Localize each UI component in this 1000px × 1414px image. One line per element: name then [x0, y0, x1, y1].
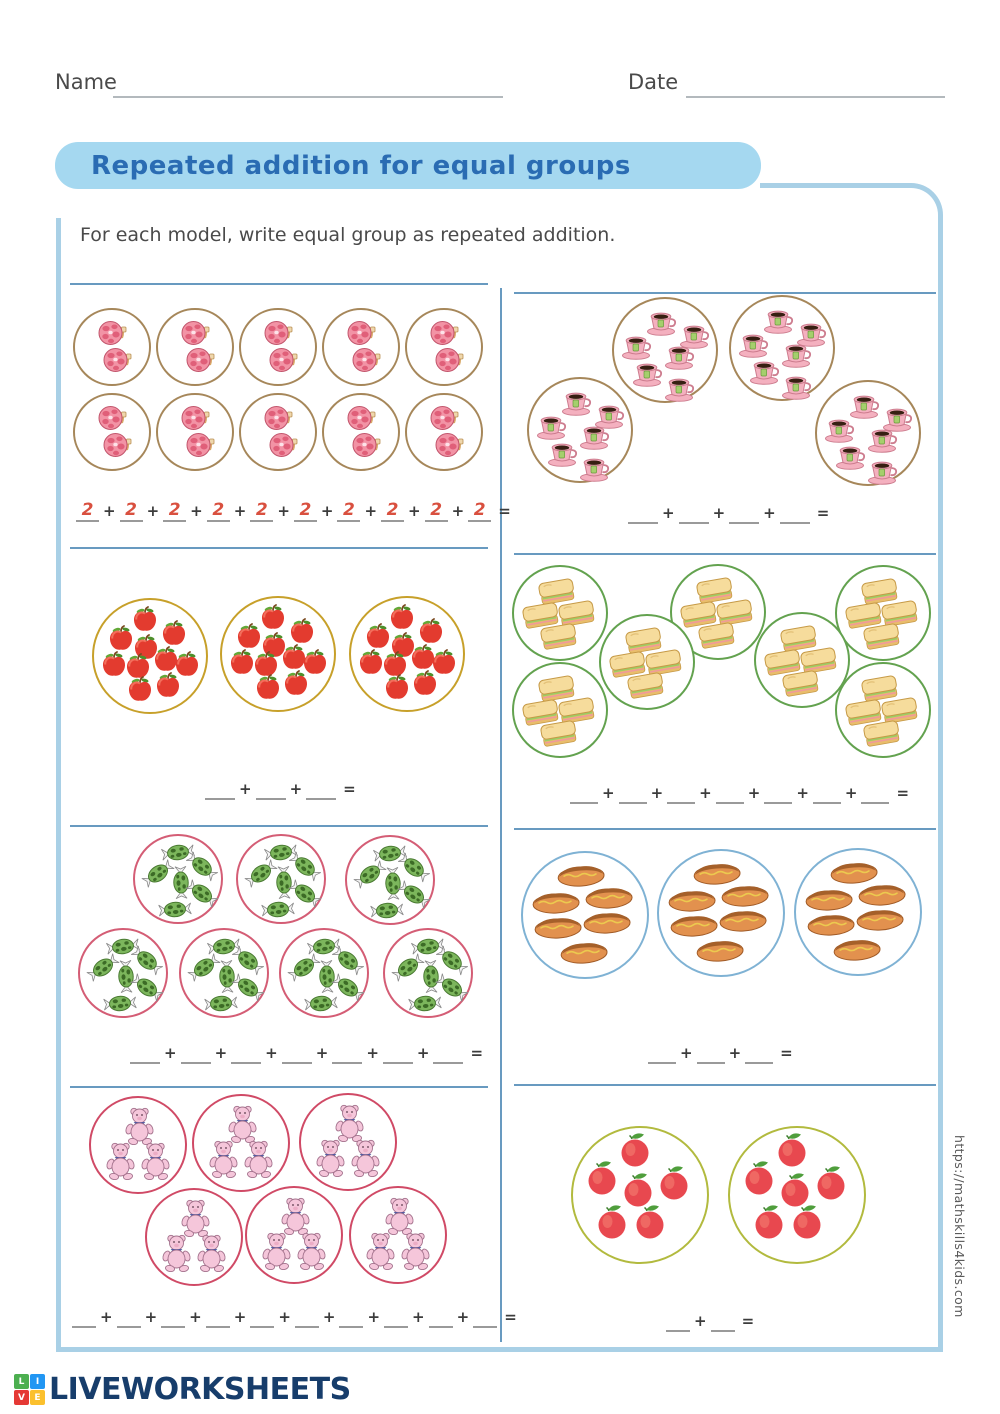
teacup-icon: [747, 353, 783, 385]
plus-sign: +: [763, 504, 776, 522]
candy-icon: [201, 993, 240, 1015]
plus-sign: +: [712, 504, 726, 522]
sandwich-icon: [538, 719, 580, 751]
answer-blank[interactable]: [231, 1042, 261, 1064]
answer-blank[interactable]: [295, 1306, 319, 1328]
group-circle: [835, 565, 931, 661]
teddy-icon: [240, 1138, 278, 1178]
date-label: Date: [628, 70, 679, 94]
name-label: Name: [55, 70, 117, 94]
equals-sign: =: [470, 1044, 484, 1062]
teddy-icon: [137, 1140, 175, 1180]
candy-icon: [367, 900, 406, 922]
row-divider: [70, 547, 488, 549]
answer-blank[interactable]: [256, 778, 286, 800]
instruction-text: For each model, write equal group as repeated addition.: [80, 224, 616, 246]
answer-blank[interactable]: 2: [381, 500, 404, 522]
plus-sign: +: [315, 1044, 329, 1062]
plus-sign: +: [103, 502, 116, 520]
plus-sign: +: [320, 502, 334, 520]
teddy-icon: [293, 1230, 331, 1270]
sandwich-icon: [696, 621, 738, 653]
plus-sign: +: [408, 502, 421, 520]
logo-text: LIVEWORKSHEETS: [49, 1372, 351, 1407]
logo-tile: V: [14, 1390, 29, 1405]
plus-sign: +: [144, 1308, 158, 1326]
ham-icon: [267, 344, 299, 376]
plus-sign: +: [796, 784, 809, 802]
column-divider: [500, 288, 502, 1342]
answer-blank[interactable]: [628, 502, 658, 524]
answer-blank[interactable]: [339, 1306, 363, 1328]
plus-sign: +: [728, 1044, 742, 1062]
answer-row-teddies: [72, 1306, 521, 1328]
teddy-icon: [193, 1232, 231, 1272]
logo-tiles: [14, 1374, 45, 1405]
row-divider: [70, 1086, 488, 1088]
group-circle: [299, 1093, 397, 1191]
plus-sign: +: [265, 1044, 278, 1062]
teacup-icon: [662, 370, 698, 402]
answer-blank[interactable]: [679, 502, 709, 524]
teddy-icon: [347, 1137, 385, 1177]
hotdog-icon: [831, 934, 885, 964]
group-circle: [156, 393, 234, 471]
plus-sign: +: [844, 784, 858, 802]
group-circle: [612, 297, 718, 403]
plus-sign: +: [233, 1308, 247, 1326]
apple-icon: [125, 675, 155, 705]
equals-sign: =: [504, 1308, 517, 1326]
plus-sign: +: [146, 502, 160, 520]
hotdog-icon: [694, 935, 748, 965]
hotdog-icon: [803, 884, 856, 913]
answer-blank[interactable]: 2: [468, 500, 491, 522]
answer-blank[interactable]: [306, 778, 336, 800]
answer-blank[interactable]: [181, 1042, 211, 1064]
group-circle: [599, 614, 695, 710]
answer-blank[interactable]: 2: [425, 500, 448, 522]
group-circle: [322, 308, 400, 386]
candy-icon: [155, 899, 194, 921]
row-divider: [514, 553, 936, 555]
equals-sign: =: [741, 1312, 755, 1330]
group-circle: [220, 596, 336, 712]
peach-icon: [789, 1203, 825, 1241]
hotdog-icon: [854, 905, 907, 934]
group-circle: [192, 1094, 290, 1192]
sandwich-icon: [538, 622, 580, 654]
answer-blank[interactable]: [250, 1306, 274, 1328]
group-circle: [236, 834, 326, 924]
apple-icon: [416, 617, 446, 647]
hotdog-icon: [667, 911, 720, 940]
plus-sign: +: [662, 504, 675, 522]
hotdog-icon: [530, 887, 583, 916]
teacup-icon: [662, 338, 698, 370]
hotdog-icon: [855, 879, 908, 908]
answer-blank[interactable]: [666, 1310, 690, 1332]
group-circle: [521, 851, 649, 979]
group-circle: [322, 393, 400, 471]
equals-sign: =: [498, 502, 511, 520]
content-frame: [56, 218, 61, 1352]
hotdog-icon: [718, 880, 771, 909]
hotdog-icon: [717, 906, 770, 935]
group-circle: [571, 1126, 709, 1264]
answer-blank[interactable]: [697, 1042, 725, 1064]
answer-blank[interactable]: 2: [120, 500, 143, 522]
group-circle: [349, 596, 465, 712]
answer-blank[interactable]: [764, 782, 792, 804]
peach-icon: [584, 1159, 620, 1197]
group-circle: [405, 308, 483, 386]
answer-blank[interactable]: [711, 1310, 735, 1332]
group-circle: [835, 662, 931, 758]
group-circle: [405, 393, 483, 471]
answer-blank[interactable]: [780, 502, 810, 524]
plus-sign: +: [456, 1308, 470, 1326]
teddy-icon: [258, 1230, 296, 1270]
apple-icon: [410, 669, 440, 699]
plus-sign: +: [164, 1044, 177, 1062]
plus-sign: +: [289, 780, 303, 798]
teacup-icon: [833, 438, 869, 470]
logo-tile: L: [14, 1374, 29, 1389]
answer-blank[interactable]: 2: [207, 500, 230, 522]
plus-sign: +: [239, 780, 252, 798]
candy-icon: [258, 899, 297, 921]
teacup-icon: [779, 336, 815, 368]
answer-blank[interactable]: [433, 1042, 463, 1064]
plus-sign: +: [364, 502, 378, 520]
plus-sign: +: [412, 1308, 425, 1326]
sandwich-icon: [861, 622, 903, 654]
plus-sign: +: [277, 502, 290, 520]
candy-icon: [301, 993, 340, 1015]
ham-icon: [101, 429, 133, 461]
logo-tile: I: [30, 1374, 45, 1389]
sandwich-icon: [625, 671, 667, 703]
row-divider: [514, 292, 936, 294]
apple-icon: [287, 617, 317, 647]
answer-blank[interactable]: 2: [76, 500, 99, 522]
ham-icon: [184, 429, 216, 461]
plus-sign: +: [189, 1308, 202, 1326]
teacup-icon: [630, 355, 666, 387]
group-circle: [245, 1186, 343, 1284]
group-circle: [279, 928, 369, 1018]
group-circle: [239, 393, 317, 471]
group-circle: [754, 612, 850, 708]
hotdog-icon: [531, 913, 584, 942]
ham-icon: [184, 344, 216, 376]
group-circle: [345, 835, 435, 925]
equals-sign: =: [816, 504, 830, 522]
ham-icon: [433, 344, 465, 376]
group-circle: [512, 662, 608, 758]
peach-icon: [594, 1203, 630, 1241]
plus-sign: +: [602, 784, 615, 802]
content-frame: [56, 1347, 943, 1352]
answer-row-hotdogs: [648, 1042, 797, 1064]
plus-sign: +: [680, 1044, 693, 1062]
apple-icon: [382, 673, 412, 703]
group-circle: [657, 849, 785, 977]
answer-blank[interactable]: [570, 782, 598, 804]
answer-blank[interactable]: [72, 1306, 96, 1328]
answer-blank[interactable]: [619, 782, 647, 804]
answer-row-peaches: [666, 1310, 758, 1332]
sandwich-icon: [780, 669, 822, 701]
answer-blank[interactable]: [813, 782, 841, 804]
teddy-icon: [205, 1138, 243, 1178]
liveworksheets-logo: [14, 1372, 351, 1407]
sandwich-icon: [861, 719, 903, 751]
plus-sign: +: [699, 784, 712, 802]
answer-blank[interactable]: [667, 782, 695, 804]
answer-row-teacups: [628, 502, 833, 524]
answer-blank[interactable]: [205, 778, 235, 800]
plus-sign: +: [650, 784, 664, 802]
side-url: https://mathskills4kids.com: [952, 1135, 967, 1318]
plus-sign: +: [100, 1308, 113, 1326]
teddy-icon: [397, 1230, 435, 1270]
hotdog-icon: [558, 937, 612, 967]
answer-blank[interactable]: [861, 782, 889, 804]
peach-icon: [813, 1164, 849, 1202]
row-divider: [514, 1084, 936, 1086]
answer-blank[interactable]: [745, 1042, 773, 1064]
group-circle: [815, 380, 921, 486]
group-circle: [73, 393, 151, 471]
group-circle: [179, 928, 269, 1018]
answer-blank[interactable]: 2: [294, 500, 317, 522]
answer-blank[interactable]: 2: [337, 500, 360, 522]
plus-sign: +: [747, 784, 761, 802]
equals-sign: =: [343, 780, 356, 798]
hotdog-icon: [581, 908, 634, 937]
group-circle: [92, 598, 208, 714]
candy-icon: [405, 993, 444, 1015]
peach-icon: [741, 1159, 777, 1197]
teacup-icon: [779, 368, 815, 400]
page-title: Repeated addition for equal groups: [91, 150, 631, 181]
row-divider: [514, 828, 936, 830]
answer-row-apples: [205, 778, 360, 800]
group-circle: [239, 308, 317, 386]
title-banner: [55, 142, 761, 189]
teddy-icon: [158, 1232, 196, 1272]
apple-icon: [281, 669, 311, 699]
answer-blank[interactable]: [206, 1306, 230, 1328]
answer-blank[interactable]: [729, 502, 759, 524]
equals-sign: =: [896, 784, 910, 802]
hotdog-icon: [582, 882, 635, 911]
answer-blank[interactable]: 2: [250, 500, 273, 522]
ham-icon: [267, 429, 299, 461]
plus-sign: +: [416, 1044, 430, 1062]
answer-blank[interactable]: [429, 1306, 453, 1328]
ham-icon: [101, 344, 133, 376]
logo-tile: E: [30, 1390, 45, 1405]
peach-icon: [632, 1203, 668, 1241]
plus-sign: +: [278, 1308, 291, 1326]
apple-icon: [153, 671, 183, 701]
candy-icon: [100, 993, 139, 1015]
answer-blank[interactable]: [332, 1042, 362, 1064]
answer-blank[interactable]: [383, 1042, 413, 1064]
name-line[interactable]: [113, 95, 503, 98]
answer-row-sandwiches: [570, 782, 913, 804]
apple-icon: [159, 619, 189, 649]
plus-sign: +: [367, 1308, 381, 1326]
group-circle: [527, 377, 633, 483]
peach-icon: [656, 1164, 692, 1202]
answer-blank[interactable]: [716, 782, 744, 804]
group-circle: [349, 1186, 447, 1284]
plus-sign: +: [451, 502, 465, 520]
date-line[interactable]: [686, 95, 945, 98]
answer-blank[interactable]: [282, 1042, 312, 1064]
teddy-icon: [362, 1230, 400, 1270]
hotdog-icon: [666, 885, 719, 914]
row-divider: [70, 825, 488, 827]
plus-sign: +: [322, 1308, 336, 1326]
group-circle: [78, 928, 168, 1018]
group-circle: [73, 308, 151, 386]
teacup-icon: [865, 453, 901, 485]
peach-icon: [774, 1131, 810, 1169]
plus-sign: +: [694, 1312, 707, 1330]
plus-sign: +: [190, 502, 203, 520]
teacup-icon: [577, 418, 613, 450]
group-circle: [156, 308, 234, 386]
answer-blank[interactable]: 2: [163, 500, 186, 522]
plus-sign: +: [366, 1044, 379, 1062]
group-circle: [145, 1188, 243, 1286]
teddy-icon: [312, 1137, 350, 1177]
answer-row-candies: [130, 1042, 487, 1064]
ham-icon: [350, 429, 382, 461]
group-circle: [383, 928, 473, 1018]
plus-sign: +: [214, 1044, 228, 1062]
teacup-icon: [865, 421, 901, 453]
group-circle: [89, 1096, 187, 1194]
ham-icon: [350, 344, 382, 376]
apple-icon: [253, 673, 283, 703]
answer-blank[interactable]: [648, 1042, 676, 1064]
peach-icon: [617, 1131, 653, 1169]
teacup-icon: [545, 435, 581, 467]
answer-blank[interactable]: [384, 1306, 408, 1328]
plus-sign: +: [233, 502, 247, 520]
group-circle: [729, 295, 835, 401]
teddy-icon: [102, 1140, 140, 1180]
hotdog-icon: [804, 910, 857, 939]
group-circle: [728, 1126, 866, 1264]
row-divider: [70, 283, 488, 285]
peach-icon: [751, 1203, 787, 1241]
teacup-icon: [577, 450, 613, 482]
answer-blank[interactable]: [473, 1306, 497, 1328]
group-circle: [133, 834, 223, 924]
group-circle: [794, 848, 922, 976]
answer-row-hams: [76, 500, 515, 522]
answer-blank[interactable]: [130, 1042, 160, 1064]
equals-sign: =: [780, 1044, 793, 1062]
answer-blank[interactable]: [117, 1306, 141, 1328]
ham-icon: [433, 429, 465, 461]
answer-blank[interactable]: [161, 1306, 185, 1328]
group-circle: [512, 565, 608, 661]
